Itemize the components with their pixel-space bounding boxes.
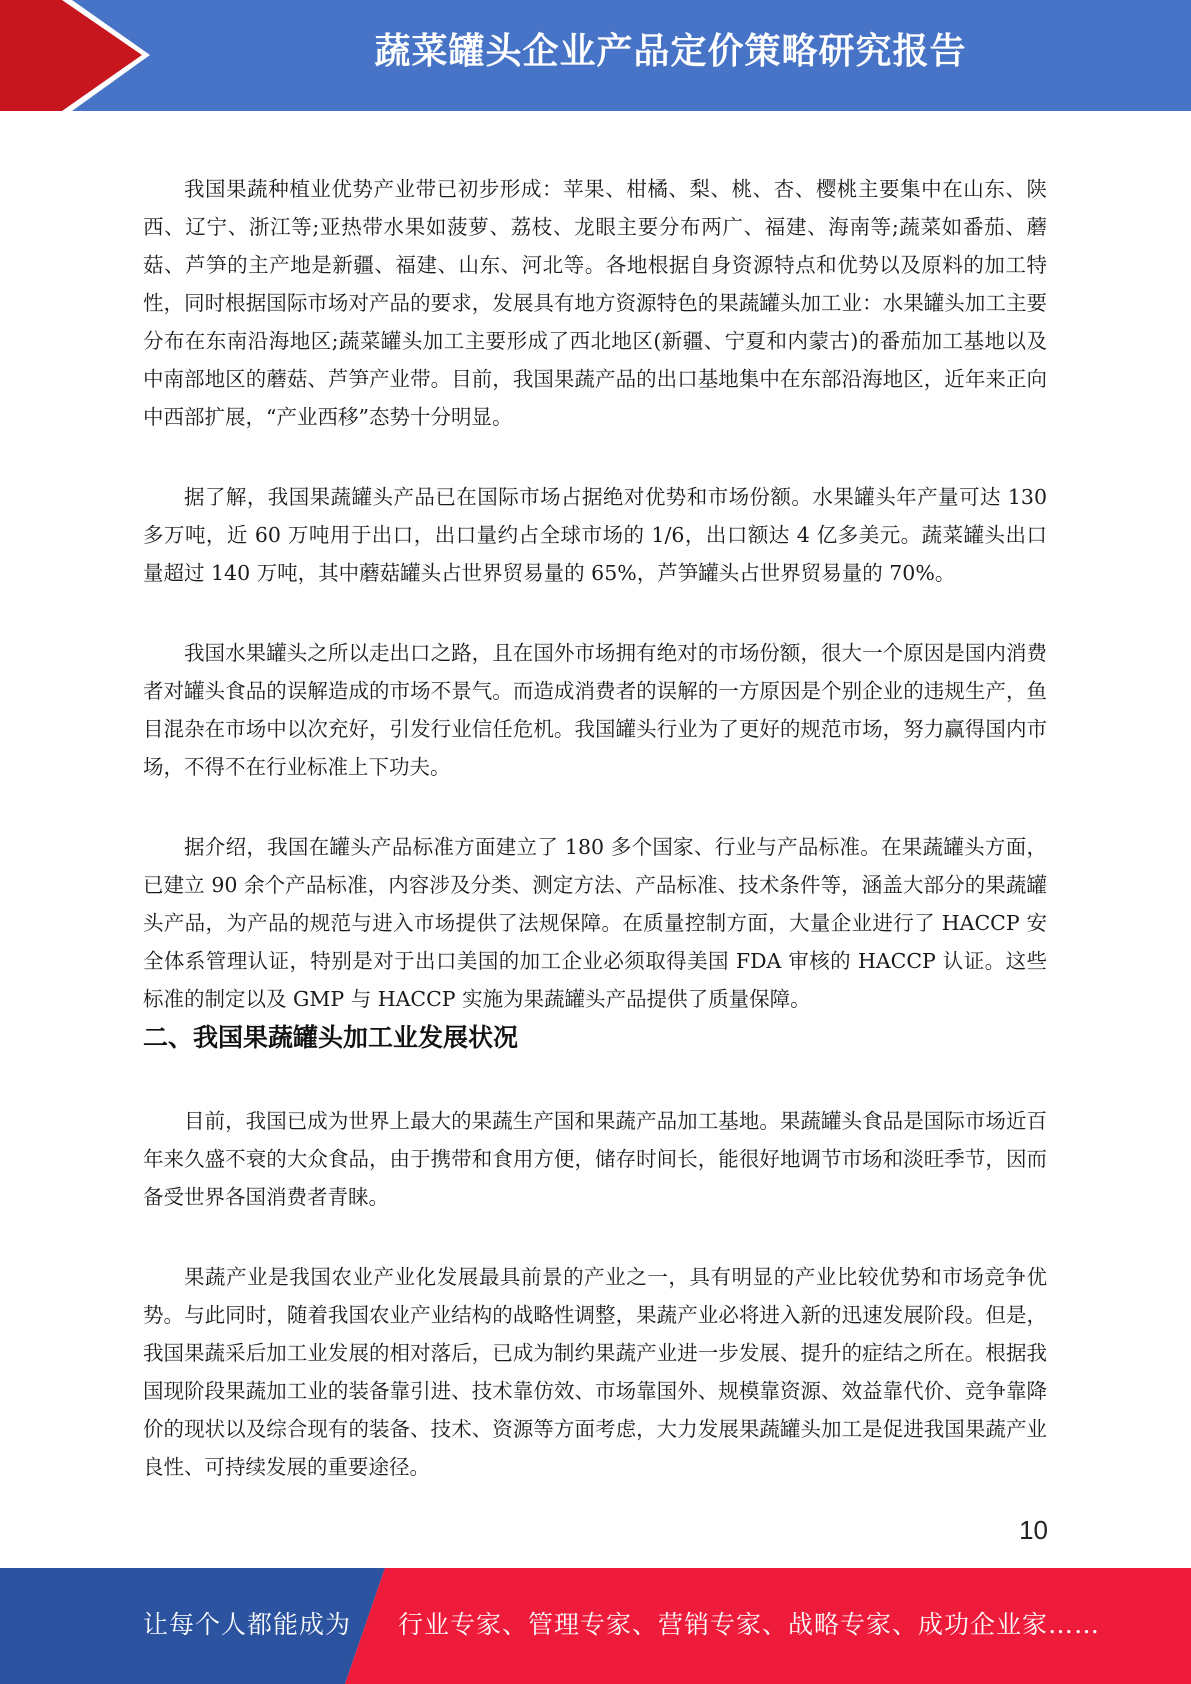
footer-slogan-right: 行业专家、管理专家、营销专家、战略专家、成功企业家…… [398, 1610, 1101, 1639]
footer-slogan-left: 让每个人都能成为 [143, 1610, 352, 1639]
paragraph: 目前，我国已成为世界上最大的果蔬生产国和果蔬产品加工基地。果蔬罐头食品是国际市场近百年来久盛不衰的大众食品，由于携带和食用方便，储存时间长，能很好地调节市场和淡旺季节，因而备受世界各国消费者青睐。 [143, 1109, 1047, 1209]
main-content [143, 170, 1047, 1486]
page-number: 10 [1019, 1515, 1048, 1545]
paragraph: 我国水果罐头之所以走出口之路，且在国外市场拥有绝对的市场份额，很大一个原因是国内消费者对罐头食品的误解造成的市场不景气。而造成消费者的误解的一方原因是个别企业的违规生产，鱼目混杂在市场中以次充好，引发行业信任危机。我国罐头行业为了更好的规范市场，努力赢得国内市场，不得不在行业标准上下功夫。 [143, 641, 1047, 779]
paragraph: 据介绍，我国在罐头产品标准方面建立了 180 多个国家、行业与产品标准。在果蔬罐头方面，已建立 90 余个产品标准，内容涉及分类、测定方法、产品标准、技术条件等，涵盖大部分的果蔬罐头产品，为产品的规范与进入市场提供了法规保障。在质量控制方面，大量企业进行了 HACCP 安全体系管理认证，特别是对于出口美国的加工企业必须取得美国 FDA 审核的 HACCP 认证。这些标准的制定以及 GMP 与 HACCP 实施为果蔬罐头产品提供了质量保障。 [143, 835, 1047, 1011]
paragraph: 果蔬产业是我国农业产业化发展最具前景的产业之一，具有明显的产业比较优势和市场竞争优势。与此同时，随着我国农业产业结构的战略性调整，果蔬产业必将进入新的迅速发展阶段。但是，我国果蔬采后加工业发展的相对落后，已成为制约果蔬产业进一步发展、提升的症结之所在。根据我国现阶段果蔬加工业的装备靠引进、技术靠仿效、市场靠国外、规模靠资源、效益靠代价、竞争靠降价的现状以及综合现有的装备、技术、资源等方面考虑，大力发展果蔬罐头加工是促进我国果蔬产业良性、可持续发展的重要途径。 [143, 1265, 1047, 1479]
footer-banner [0, 1568, 1191, 1684]
header-arrow-decoration [0, 0, 160, 111]
report-title: 蔬菜罐头企业产品定价策略研究报告 [374, 31, 967, 72]
paragraph: 我国果蔬种植业优势产业带已初步形成：苹果、柑橘、梨、桃、杏、樱桃主要集中在山东、陕西、辽宁、浙江等;亚热带水果如菠萝、荔枝、龙眼主要分布两广、福建、海南等;蔬菜如番茄、蘑菇、芦笋的主产地是新疆、福建、山东、河北等。各地根据自身资源特点和优势以及原料的加工特性，同时根据国际市场对产品的要求，发展具有地方资源特色的果蔬罐头加工业：水果罐头加工主要分布在东南沿海地区;蔬菜罐头加工主要形成了西北地区(新疆、宁夏和内蒙古)的番茄加工基地以及中南部地区的蘑菇、芦笋产业带。目前，我国果蔬产品的出口基地集中在东部沿海地区，近年来正向中西部扩展，“产业西移”态势十分明显。 [143, 177, 1047, 429]
paragraph: 据了解，我国果蔬罐头产品已在国际市场占据绝对优势和市场份额。水果罐头年产量可达 130 多万吨，近 60 万吨用于出口，出口量约占全球市场的 1/6，出口额达 4 亿多美元。蔬菜罐头出口量超过 140 万吨，其中蘑菇罐头占世界贸易量的 65%，芦笋罐头占世界贸易量的 70%。 [143, 485, 1047, 585]
section-heading: 二、我国果蔬罐头加工业发展状况 [143, 1023, 519, 1052]
header-banner [0, 0, 1191, 111]
